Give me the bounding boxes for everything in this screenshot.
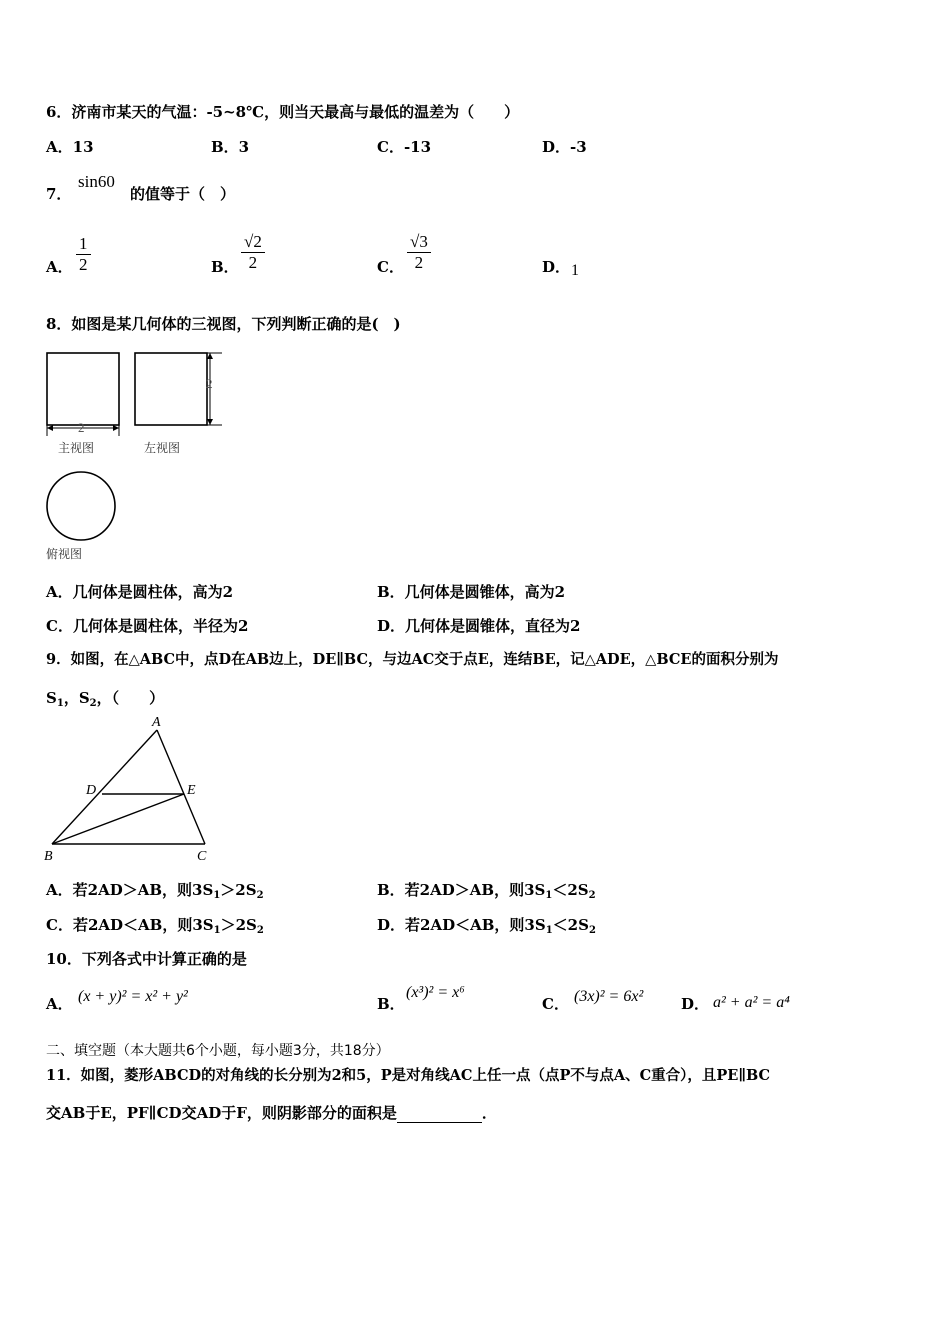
vertex-b-label: B	[44, 849, 53, 864]
front-view-label: 主视图	[58, 441, 95, 455]
q9-c-text: C．若2AD＜AB，则3S	[46, 916, 214, 934]
q9-stem-tail: ，（ ）	[96, 689, 165, 707]
q8-option-c: C．几何体是圆柱体，半径为2	[46, 617, 249, 635]
q7-number: 7．	[46, 185, 72, 203]
q9-d-mid: ＜2S	[552, 916, 589, 934]
q10-option-a-expr: (x + y)² = x² + y²	[78, 988, 188, 1005]
q10-option-b-label: B．	[377, 995, 405, 1013]
q11-line2-end: ．	[481, 1104, 497, 1122]
left-view-dim-arrow-bottom	[207, 419, 213, 425]
q6-option-d: D．-3	[542, 138, 587, 156]
left-view-label: 左视图	[144, 441, 181, 455]
left-view-dim-label: 2	[206, 376, 213, 391]
q7-b-numerator: √2	[241, 232, 265, 253]
front-view-dim-label: 2	[78, 420, 85, 435]
edge-ac	[157, 730, 205, 844]
q9-s2-letter: ，S	[63, 689, 90, 707]
q6-option-a: A．13	[46, 138, 94, 156]
q7-option-c-label: C．	[377, 258, 404, 276]
left-view-dim-arrow-top	[207, 353, 213, 359]
q10-option-c-expr: (3x)² = 6x²	[574, 988, 644, 1005]
q7-option-d-label: D．	[542, 258, 571, 276]
q8-option-a: A．几何体是圆柱体，高为2	[46, 583, 234, 601]
q10-option-d-expr: a² + a² = a⁴	[713, 994, 790, 1011]
q10-option-a-label: A．	[46, 995, 73, 1013]
q9-option-a	[46, 880, 264, 906]
q11-line1: 11．如图，菱形ABCD的对角线的长分别为2和5，P是对角线AC上任一点（点P不与点A、C重合），且PE∥BC	[46, 1067, 771, 1084]
q9-c-sub2: 2	[256, 925, 264, 936]
q9-a-sub2: 2	[256, 890, 264, 901]
q9-a-sub1: 1	[213, 890, 221, 901]
q7-option-a-label: A．	[46, 258, 73, 276]
q9-s1-letter: S	[46, 689, 57, 707]
q8-stem: 8．如图是某几何体的三视图，下列判断正确的是( )	[46, 315, 401, 333]
front-view-dim-arrow-right	[113, 425, 119, 431]
q9-d-sub2: 2	[588, 925, 596, 936]
q10-option-d-label: D．	[681, 995, 710, 1013]
q9-triangle-figure	[40, 714, 220, 866]
q8-option-b: B．几何体是圆锥体，高为2	[377, 583, 566, 601]
q9-b-sub2: 2	[588, 890, 596, 901]
q9-option-c	[46, 915, 264, 941]
q6-option-c: C．-13	[377, 138, 432, 156]
q9-a-mid: ＞2S	[220, 881, 257, 899]
q7-c-numerator: √3	[407, 232, 431, 253]
top-view-circle	[47, 472, 115, 540]
q7-option-d-value: 1	[571, 262, 579, 279]
vertex-e-label: E	[187, 783, 196, 798]
q9-d-sub1: 1	[545, 925, 553, 936]
q9-b-mid: ＜2S	[552, 881, 589, 899]
q7-option-b-fraction	[241, 232, 265, 273]
q11-line2	[46, 1103, 497, 1123]
edge-be	[52, 794, 184, 844]
q7-b-denominator: 2	[248, 253, 258, 272]
q9-c-mid: ＞2S	[220, 916, 257, 934]
q8-option-d: D．几何体是圆锥体，直径为2	[377, 617, 581, 635]
q7-expression: sin60	[78, 172, 115, 191]
q9-s1-sub: 1	[56, 698, 64, 709]
q7-option-c-fraction	[407, 232, 431, 273]
q6-stem: 6．济南市某天的气温：-5~8℃，则当天最高与最低的温差为（ ）	[46, 103, 520, 121]
q7-a-numerator: 1	[76, 234, 91, 255]
q10-option-b-expr: (x³)² = x⁶	[406, 984, 465, 1001]
q9-b-text: B．若2AD＞AB，则3S	[377, 881, 546, 899]
top-view-label: 俯视图	[46, 547, 83, 561]
section-2-title: 二、填空题（本大题共6个小题，每小题3分，共18分）	[46, 1043, 390, 1059]
q6-option-b: B．3	[211, 138, 250, 156]
vertex-a-label: A	[152, 715, 161, 730]
q9-c-sub1: 1	[213, 925, 221, 936]
vertex-d-label: D	[86, 783, 97, 798]
front-view-dim-arrow-left	[47, 425, 53, 431]
q7-option-a-fraction	[76, 234, 91, 275]
q9-b-sub1: 1	[545, 890, 553, 901]
q10-option-c-label: C．	[542, 995, 569, 1013]
q7-a-denominator: 2	[79, 255, 88, 274]
q9-a-text: A．若2AD＞AB，则3S	[46, 881, 214, 899]
front-view-square	[47, 353, 119, 425]
q7-stem-tail: 的值等于（ ）	[130, 185, 236, 203]
q11-line2-text: 交AB于E，PF∥CD交AD于F，则阴影部分的面积是	[46, 1104, 397, 1122]
q9-option-b	[377, 880, 596, 906]
q9-stem-line1: 9．如图，在△ABC中，点D在AB边上，DE∥BC，与边AC交于点E，连结BE，记△ADE，△BCE的面积分别为	[46, 651, 779, 668]
q11-answer-blank[interactable]	[397, 1108, 482, 1123]
q8-three-views-figure	[40, 348, 240, 568]
q9-d-text: D．若2AD＜AB，则3S	[377, 916, 546, 934]
q7-c-denominator: 2	[414, 253, 424, 272]
q7-option-b-label: B．	[211, 258, 239, 276]
edge-ab	[52, 730, 157, 844]
q9-option-d	[377, 915, 596, 941]
q10-stem: 10．下列各式中计算正确的是	[46, 950, 247, 968]
q9-stem-line2	[46, 688, 164, 714]
left-view-square	[135, 353, 207, 425]
vertex-c-label: C	[197, 849, 207, 864]
q9-s2-sub: 2	[89, 698, 97, 709]
